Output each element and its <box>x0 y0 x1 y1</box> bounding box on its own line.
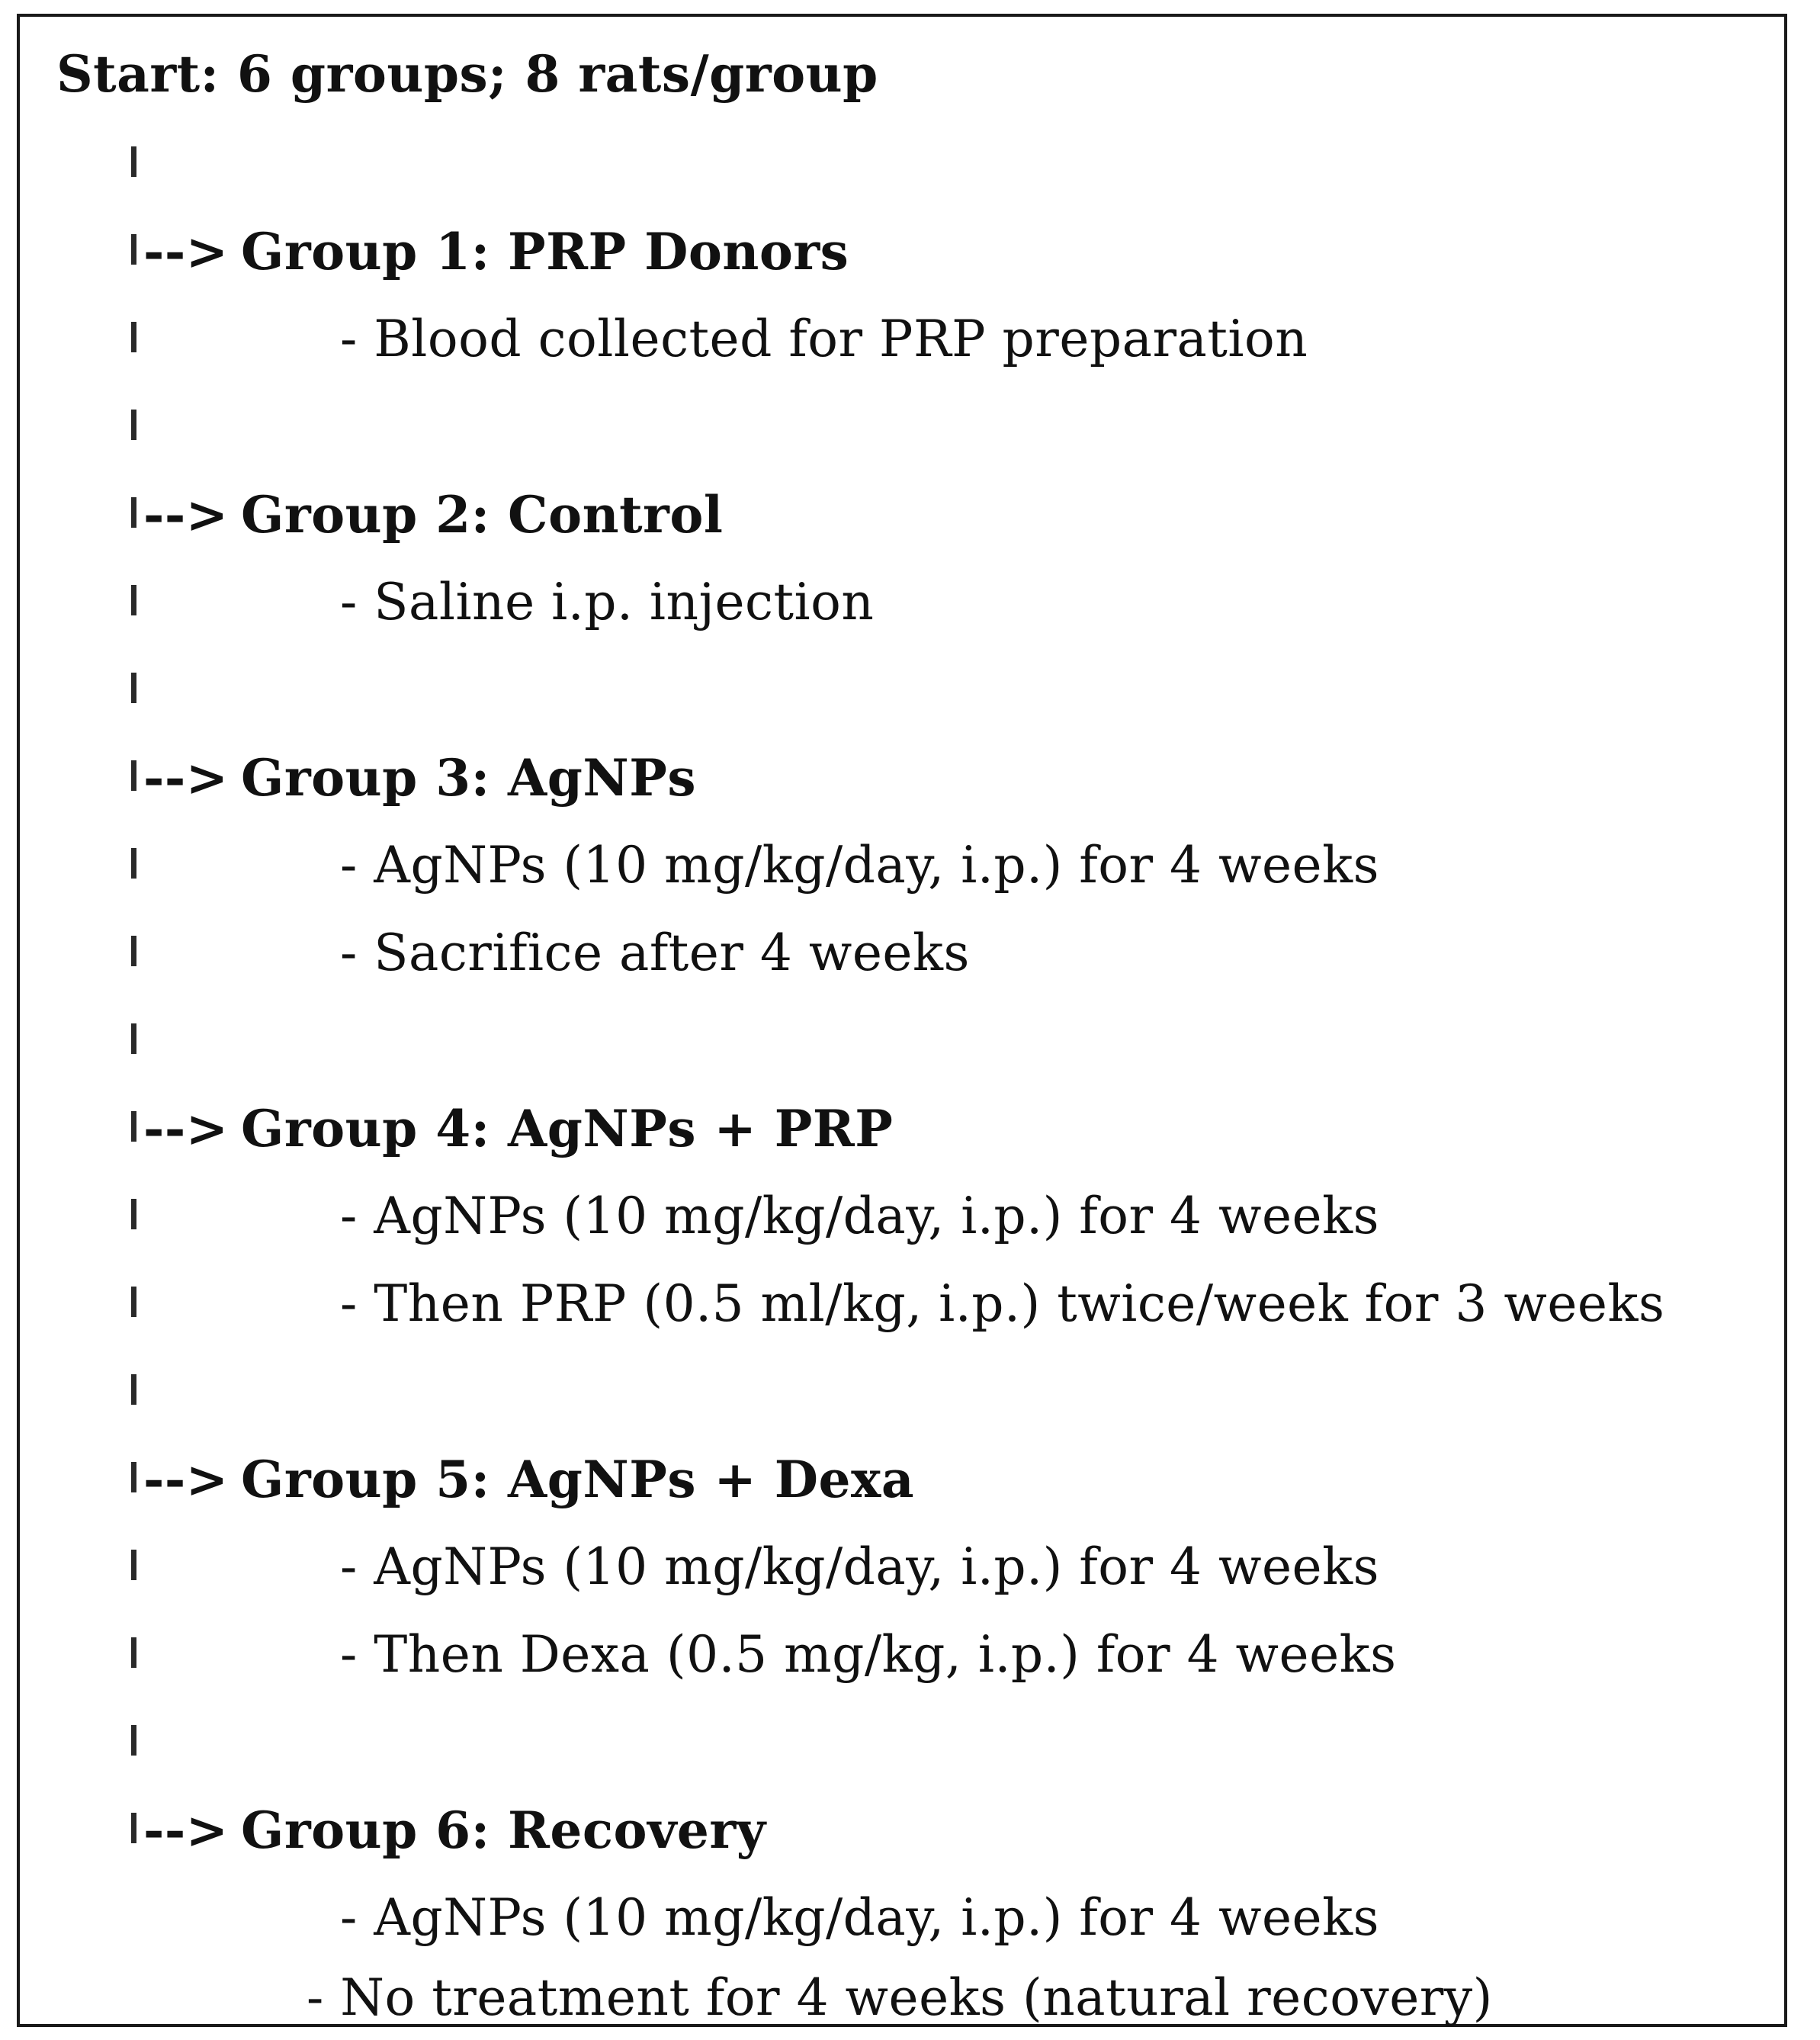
group-3-step-1: - AgNPs (10 mg/kg/day, i.p.) for 4 weeks <box>340 836 1379 895</box>
group-2-step-1: - Saline i.p. injection <box>340 573 875 631</box>
group-3-step-2: - Sacrifice after 4 weeks <box>340 924 970 982</box>
tree-connector <box>131 1287 136 1317</box>
group-3-heading: Group 3: AgNPs <box>241 748 697 808</box>
tree-connector <box>131 1023 136 1054</box>
group-6-heading: Group 6: Recovery <box>241 1801 766 1860</box>
group-5-heading: Group 5: AgNPs + Dexa <box>241 1450 915 1509</box>
tree-connector <box>131 1637 136 1668</box>
group-4-arrow: --> <box>143 1099 229 1158</box>
tree-connector <box>131 1374 136 1405</box>
tree-connector <box>131 1462 136 1492</box>
group-2-heading: Group 2: Control <box>241 485 724 545</box>
start-label: Start: 6 groups; 8 rats/group <box>56 44 878 104</box>
tree-connector <box>131 497 136 528</box>
group-4-heading: Group 4: AgNPs + PRP <box>241 1099 894 1158</box>
group-4-step-1: - AgNPs (10 mg/kg/day, i.p.) for 4 weeks <box>340 1187 1379 1245</box>
tree-connector <box>131 1550 136 1580</box>
tree-connector <box>131 673 136 703</box>
group-5-step-1: - AgNPs (10 mg/kg/day, i.p.) for 4 weeks <box>340 1537 1379 1596</box>
group-6-arrow: --> <box>143 1801 229 1860</box>
tree-connector <box>131 585 136 615</box>
tree-connector <box>131 1111 136 1142</box>
tree-connector <box>131 234 136 265</box>
group-4-step-2: - Then PRP (0.5 ml/kg, i.p.) twice/week for 3 weeks <box>340 1274 1665 1333</box>
group-6-step-1: - AgNPs (10 mg/kg/day, i.p.) for 4 weeks <box>340 1888 1379 1947</box>
tree-connector <box>131 1813 136 1843</box>
group-2-arrow: --> <box>143 485 229 545</box>
group-5-arrow: --> <box>143 1450 229 1509</box>
group-1-heading: Group 1: PRP Donors <box>241 222 849 281</box>
group-5-step-2: - Then Dexa (0.5 mg/kg, i.p.) for 4 weeks <box>340 1625 1397 1684</box>
flowchart-frame <box>17 14 1787 2027</box>
tree-connector <box>131 1199 136 1229</box>
tree-connector <box>131 760 136 791</box>
group-1-arrow: --> <box>143 222 229 281</box>
tree-connector <box>131 848 136 879</box>
tree-connector <box>131 146 136 177</box>
tree-connector <box>131 410 136 440</box>
tree-connector <box>131 322 136 352</box>
tree-connector <box>131 936 136 966</box>
group-3-arrow: --> <box>143 748 229 808</box>
group-1-step-1: - Blood collected for PRP preparation <box>340 310 1308 368</box>
tree-connector <box>131 1725 136 1756</box>
group-6-step-2: - No treatment for 4 weeks (natural recovery) <box>307 1968 1493 2027</box>
